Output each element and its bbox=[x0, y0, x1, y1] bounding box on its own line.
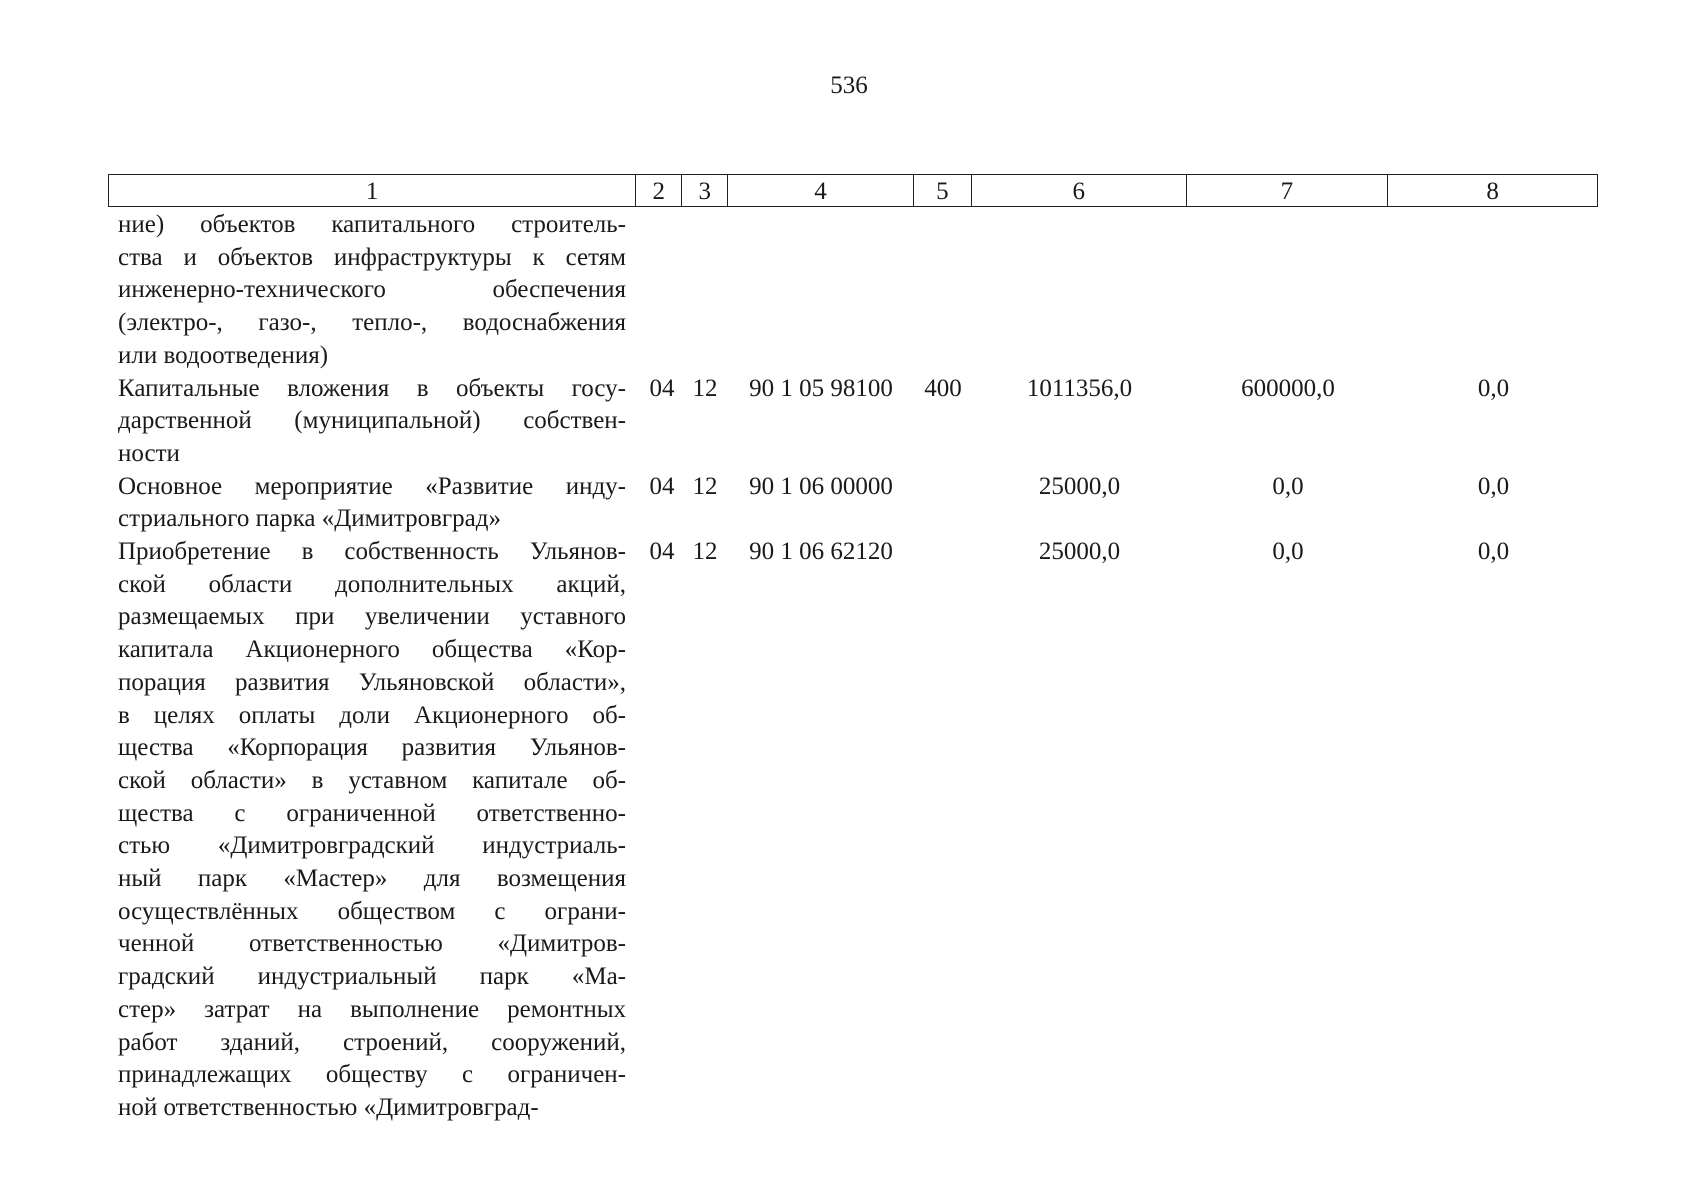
header-col-4: 4 bbox=[728, 175, 914, 206]
row-description bbox=[108, 373, 636, 471]
description-line: (электро-, газо-, тепло-, водоснабжения bbox=[118, 309, 626, 337]
description-line: в целях оплаты доли Акционерного об- bbox=[118, 701, 626, 729]
table-header-row bbox=[108, 174, 1598, 207]
table-row bbox=[108, 373, 1598, 471]
description-line: капитала Акционерного общества «Кор- bbox=[118, 636, 626, 664]
description-line: ной ответственностью «Димитровград- bbox=[118, 1093, 539, 1121]
row-cell-col-2: 04 bbox=[649, 538, 675, 566]
description-line: порация развития Ульяновской области», bbox=[118, 668, 626, 696]
page-number: 536 bbox=[830, 72, 868, 99]
row-cell-col-3: 12 bbox=[692, 472, 718, 500]
description-line: ности bbox=[118, 439, 180, 467]
description-line: щества с ограниченной ответственно- bbox=[118, 799, 626, 827]
description-line: ства и объектов инфраструктуры к сетям bbox=[118, 243, 626, 271]
header-col-1: 1 bbox=[109, 175, 636, 206]
row-cell-col-3: 12 bbox=[692, 538, 718, 566]
description-line: принадлежащих обществу с ограничен- bbox=[118, 1061, 626, 1089]
header-col-2: 2 bbox=[636, 175, 682, 206]
description-line: стью «Димитровградский индустриаль- bbox=[118, 832, 626, 860]
row-description bbox=[108, 471, 636, 536]
row-cell-col-8: 0,0 bbox=[1477, 374, 1510, 402]
row-cell-col-7: 0,0 bbox=[1272, 538, 1304, 566]
table-row bbox=[108, 536, 1598, 1125]
row-cell-col-2: 04 bbox=[649, 374, 675, 402]
description-line: ный парк «Мастер» для возмещения bbox=[118, 865, 626, 893]
table-row bbox=[108, 471, 1598, 536]
description-line: Приобретение в собственность Ульянов- bbox=[118, 538, 626, 566]
description-line: щества «Корпорация развития Ульянов- bbox=[118, 734, 626, 762]
row-cell-col-6: 25000,0 bbox=[1038, 538, 1121, 566]
row-cell-col-7: 600000,0 bbox=[1241, 374, 1335, 402]
description-line: ской области» в уставном капитале об- bbox=[118, 766, 626, 794]
description-line: размещаемых при увеличении уставного bbox=[118, 603, 626, 631]
header-col-8: 8 bbox=[1486, 178, 1499, 205]
row-cell-col-8: 0,0 bbox=[1477, 538, 1510, 566]
description-line: дарственной (муниципальной) собствен- bbox=[118, 407, 626, 435]
budget-table bbox=[108, 174, 1598, 1125]
row-cell-col-6: 1011356,0 bbox=[1026, 374, 1133, 402]
row-cell-col-4: 90 1 06 62120 bbox=[749, 538, 893, 566]
description-line: ской области дополнительных акций, bbox=[118, 570, 626, 598]
description-line: работ зданий, строений, сооружений, bbox=[118, 1028, 626, 1056]
row-description bbox=[108, 209, 636, 373]
header-col-7: 7 bbox=[1187, 175, 1389, 206]
description-line: осуществлённых обществом с ограни- bbox=[118, 897, 626, 925]
description-line: ние) объектов капитального строитель- bbox=[118, 211, 626, 238]
description-line: инженерно-технического обеспечения bbox=[118, 276, 626, 304]
description-line: Основное мероприятие «Развитие инду- bbox=[118, 472, 626, 500]
table-row bbox=[108, 209, 1598, 373]
row-cell-col-6: 25000,0 bbox=[1038, 472, 1121, 500]
row-description bbox=[108, 536, 636, 1125]
description-line: Капитальные вложения в объекты госу- bbox=[118, 374, 626, 402]
row-cell-col-4: 90 1 05 98100 bbox=[749, 374, 893, 402]
row-cell-col-2: 04 bbox=[649, 472, 675, 500]
row-cell-col-7: 0,0 bbox=[1272, 472, 1304, 500]
description-line: стер» затрат на выполнение ремонтных bbox=[118, 995, 626, 1023]
row-cell-col-8: 0,0 bbox=[1477, 472, 1510, 500]
row-cell-col-5: 400 bbox=[924, 374, 962, 402]
header-col-6: 6 bbox=[972, 175, 1187, 206]
description-line: стриального парка «Димитровград» bbox=[118, 505, 501, 533]
description-line: ченной ответственностью «Димитров- bbox=[118, 930, 626, 958]
table-body bbox=[108, 209, 1598, 1125]
description-line: или водоотведения) bbox=[118, 341, 329, 369]
row-cell-col-4: 90 1 06 00000 bbox=[749, 472, 893, 500]
row-cell-col-3: 12 bbox=[692, 374, 718, 402]
description-line: градский индустриальный парк «Ма- bbox=[118, 963, 626, 991]
header-col-5: 5 bbox=[914, 175, 972, 206]
header-col-3: 3 bbox=[682, 175, 728, 206]
